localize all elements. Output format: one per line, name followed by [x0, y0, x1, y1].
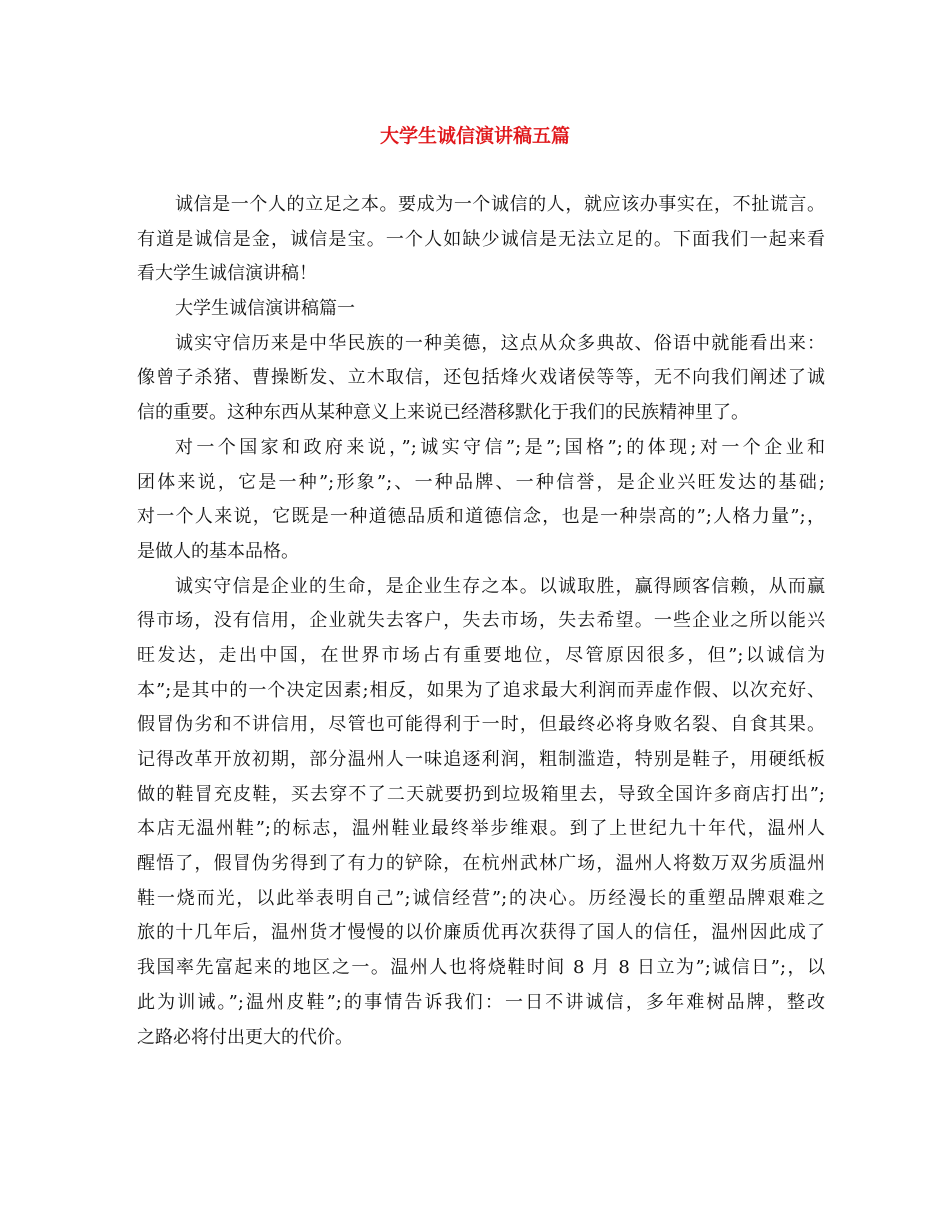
text-line: 有道是诚信是金，诚信是宝。一个人如缺少诚信是无法立足的。下面我们一起来看: [137, 228, 825, 250]
text-line: 之路必将付出更大的代价。: [137, 1026, 353, 1048]
text-line: 对一个人来说，它既是一种道德品质和道德信念，也是一种崇高的”;人格力量”;，: [137, 506, 825, 528]
text-line: 记得改革开放初期，部分温州人一味追逐利润，粗制滥造，特别是鞋子，用硬纸板: [137, 749, 825, 770]
text-line: 本店无温州鞋”;的标志，温州鞋业最终举步维艰。到了上世纪九十年代，温州人: [137, 818, 825, 840]
text-line: 做的鞋冒充皮鞋，买去穿不了二天就要扔到垃圾箱里去，导致全国许多商店打出”;: [137, 783, 825, 805]
text-line: 诚实守信历来是中华民族的一种美德，这点从众多典故、俗语中就能看出来：: [175, 332, 825, 354]
text-line: 像曾子杀猪、曹操断发、立木取信，还包括烽火戏诸侯等等，无不向我们阐述了诚: [137, 367, 825, 389]
text-line: 诚信是一个人的立足之本。要成为一个诚信的人，就应该办事实在，不扯谎言。: [175, 194, 825, 215]
text-line: 得市场，没有信用，企业就失去客户，失去市场，失去希望。一些企业之所以能兴: [137, 610, 825, 632]
text-line: 鞋一烧而光，以此举表明自己”;诚信经营”;的决心。历经漫长的重塑品牌艰难之: [137, 887, 825, 909]
text-line: 本”;是其中的一个决定因素;相反，如果为了追求最大利润而弄虚作假、以次充好、: [137, 679, 825, 701]
text-line: 信的重要。这种东西从某种意义上来说已经潜移默化于我们的民族精神里了。: [137, 402, 749, 424]
text-line: 看大学生诚信演讲稿！: [137, 263, 317, 285]
text-line: 醒悟了，假冒伪劣得到了有力的铲除，在杭州武林广场，温州人将数万双劣质温州: [137, 853, 825, 875]
text-line: 我国率先富起来的地区之一。温州人也将烧鞋时间 8 月 8 日立为”;诚信日”;，以: [137, 957, 825, 979]
text-line: 大学生诚信演讲稿篇一: [175, 298, 355, 320]
text-line: 对一个国家和政府来说，”;诚实守信”;是”;国格”;的体现;对一个企业和: [175, 436, 825, 458]
text-line: 假冒伪劣和不讲信用，尽管也可能得利于一时，但最终必将身败名裂、自食其果。: [137, 714, 825, 736]
text-line: 旺发达，走出中国，在世界市场占有重要地位，尽管原因很多，但”;以诚信为: [137, 644, 825, 666]
document-body: [137, 188, 825, 1055]
text-line: 是做人的基本品格。: [137, 540, 299, 562]
document-title: 大学生诚信演讲稿五篇: [379, 125, 570, 147]
text-line: 旅的十几年后，温州货才慢慢的以价廉质优再次获得了国人的信任，温州因此成了: [137, 922, 825, 944]
text-line: 诚实守信是企业的生命，是企业生存之本。以诚取胜，赢得顾客信赖，从而赢: [175, 575, 825, 597]
text-line: 此为训诫。”;温州皮鞋”;的事情告诉我们：一日不讲诚信，多年难树品牌，整改: [137, 991, 825, 1013]
text-line: 团体来说，它是一种”;形象”;、一种品牌、一种信誉，是企业兴旺发达的基础;: [137, 471, 825, 493]
